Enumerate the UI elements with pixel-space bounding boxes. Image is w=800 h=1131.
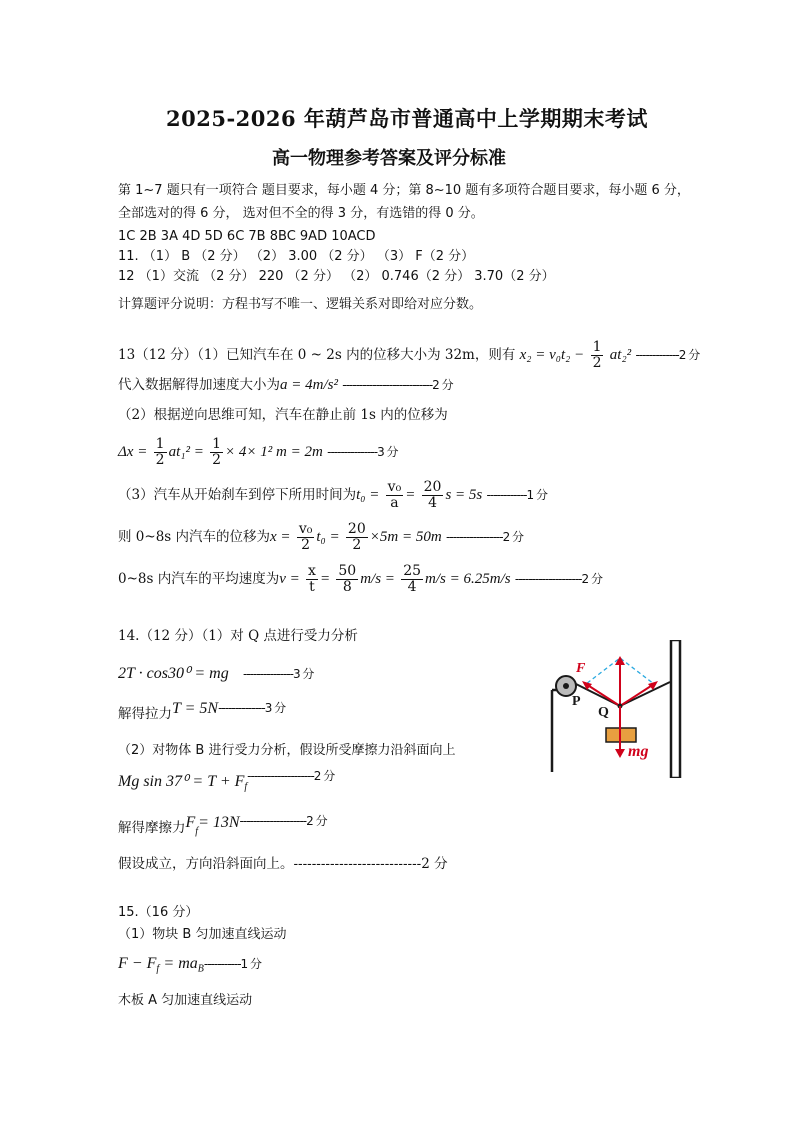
- q13-l7-c: m/s =: [360, 571, 395, 587]
- q13-l1-eq-b: at₂²: [609, 347, 632, 363]
- q14-line-6: [118, 814, 327, 839]
- q13-l7-b: =: [319, 571, 331, 587]
- q14-l2-eq: 2T · cos30⁰ = mg: [118, 665, 229, 682]
- q13-l4-d1: 2: [155, 452, 165, 468]
- q13-line-4: [118, 437, 398, 468]
- q15-line-3: [118, 956, 261, 975]
- q13-l4-a: Δx =: [118, 444, 148, 460]
- q13-l6-n1: v₀: [298, 521, 313, 537]
- q13-l4-c: × 4× 1² m = 2m: [225, 444, 323, 460]
- rope-right: [620, 682, 670, 706]
- q13-l7-d1: t: [309, 579, 315, 595]
- q13-l7-a: v =: [279, 571, 300, 587]
- q13-line-6: [118, 522, 523, 553]
- force-arrow-left: [586, 684, 620, 706]
- q14-l6-score: --------------------2 分: [239, 814, 327, 828]
- q14-l5-eq: Mg sin 37⁰ = T + F: [118, 773, 245, 790]
- q14-line-2: [118, 666, 313, 682]
- q15-line-2: （1）物块 B 匀加速直线运动: [118, 927, 287, 942]
- q14-l6-eq2: = 13N: [198, 814, 240, 831]
- q13-l5-c: s = 5s: [445, 487, 483, 503]
- q13-l1-eq-a: x₂ = v₀t₂ −: [519, 347, 585, 363]
- q13-line-3: （2）根据逆向思维可知，汽车在静止前 1s 内的位移为: [118, 407, 448, 423]
- q13-l1-text: 13（12 分）（1）已知汽车在 0 ~ 2s 内的位移大小为 32m，则有: [118, 347, 516, 363]
- q13-l1-den: 2: [592, 355, 602, 371]
- q15-line-4: 木板 A 匀加速直线运动: [118, 993, 253, 1008]
- q13-l7-frac-3: [401, 564, 423, 595]
- q13-l5-a: t₀ =: [356, 487, 380, 503]
- wall: [671, 640, 680, 778]
- q13-l5-n1: v₀: [387, 479, 402, 495]
- q13-line-5: [118, 480, 547, 511]
- q13-l1-num: 1: [592, 339, 602, 355]
- q13-l5-score: ------------1 分: [486, 488, 547, 502]
- q13-l6-d1: 2: [301, 537, 311, 553]
- q13-l5-frac-1: [386, 480, 404, 511]
- q13-l4-frac-2: [210, 437, 223, 468]
- q15-l3-sub2: B: [197, 963, 204, 975]
- q13-line-2: [118, 378, 453, 393]
- q14-l3-eq: T = 5N: [172, 700, 219, 717]
- force-arrow-right: [620, 684, 654, 706]
- label-p: P: [572, 694, 581, 709]
- q13-l6-c: ×5m = 50m: [369, 529, 442, 545]
- q13-l1-score: -------------2 分: [635, 348, 700, 362]
- q14-line-5: [118, 769, 335, 793]
- q13-l6-frac-2: [346, 522, 368, 553]
- q13-l7-frac-2: [336, 564, 358, 595]
- q13-l5-n2: 20: [423, 479, 442, 495]
- q13-l5-d1: a: [390, 495, 399, 511]
- label-mg: mg: [628, 743, 649, 760]
- q13-l5-frac-2: [422, 480, 444, 511]
- q14-line-1: 14.（12 分）（1）对 Q 点进行受力分析: [118, 628, 358, 644]
- q13-l5-d2: 4: [428, 495, 437, 511]
- q14-line-7: 假设成立，方向沿斜面向上。----------------------------2 分: [118, 856, 448, 872]
- q15-l3-eq2: = ma: [163, 955, 198, 972]
- q15-line-1: 15.（16 分）: [118, 905, 199, 920]
- q13-l6-a: x =: [270, 529, 291, 545]
- q13-l7-d3: 4: [407, 579, 417, 595]
- page-subtitle: 高一物理参考答案及评分标准: [272, 148, 506, 169]
- calc-note: 计算题评分说明：方程书写不唯一、逻辑关系对即给对应分数。: [118, 297, 483, 312]
- label-q: Q: [598, 705, 609, 720]
- q13-line-1: [118, 340, 699, 371]
- q14-l3-score: --------------3 分: [218, 701, 286, 715]
- pulley-hub: [563, 683, 569, 689]
- q13-l6-frac-1: [297, 522, 315, 553]
- q13-l5-text: （3）汽车从开始刹车到停下所用时间为: [118, 487, 357, 503]
- q13-l4-frac-1: [154, 437, 167, 468]
- q13-l2-text: 代入数据解得加速度大小为: [118, 377, 280, 393]
- q13-l4-n2: 1: [212, 436, 222, 452]
- choice-answers: 1C 2B 3A 4D 5D 6C 7B 8BC 9AD 10ACD: [118, 229, 376, 244]
- q14-l2-score: ---------------3 分: [243, 667, 314, 681]
- q14-l6-eq: F: [185, 814, 196, 831]
- q13-l6-b: t₀ =: [316, 529, 340, 545]
- q13-l6-score: -----------------2 分: [445, 530, 524, 544]
- q13-l4-n1: 1: [155, 436, 165, 452]
- q13-l6-n2: 20: [347, 521, 366, 537]
- q13-l4-b: at₁² =: [168, 444, 204, 460]
- weight-arrow-head: [615, 749, 625, 758]
- answer-q11: 11. （1） B （2 分） （2） 3.00 （2 分） （3） F（2 分）: [118, 249, 475, 264]
- q15-l3-score: -----------1 分: [203, 957, 261, 971]
- instructions-line-1: 第 1~7 题只有一项符合 题目要求，每小题 4 分；第 8~10 题有多项符合题目要求，每小题 6 分，: [118, 183, 690, 198]
- q13-l4-score: ---------------3 分: [327, 445, 398, 459]
- q14-line-4: （2）对物体 B 进行受力分析，假设所受摩擦力沿斜面向上: [118, 743, 456, 758]
- q15-l3-sub: f: [156, 963, 160, 975]
- answer-q12: 12 （1）交流 （2 分） 220 （2 分） （2） 0.746（2 分） 3.70（2 分）: [118, 269, 555, 284]
- q13-l6-d2: 2: [352, 537, 362, 553]
- force-diagram: [530, 640, 690, 778]
- q13-l7-n2: 50: [338, 563, 357, 579]
- q13-l7-score: --------------------2 分: [514, 572, 602, 586]
- q15-l3-eq: F − F: [118, 955, 157, 972]
- q13-l7-n1: x: [308, 563, 316, 579]
- q13-l7-text: 0~8s 内汽车的平均速度为: [118, 571, 280, 587]
- q13-l4-d2: 2: [212, 452, 222, 468]
- page-title: 2025-2026 年葫芦岛市普通高中上学期期末考试: [166, 106, 648, 131]
- q13-line-7: [118, 564, 602, 595]
- q14-l5-sub: f: [244, 781, 248, 793]
- q13-l7-frac-1: [306, 564, 318, 595]
- q13-l7-n3: 25: [403, 563, 422, 579]
- q14-l5-score: --------------------2 分: [247, 769, 335, 783]
- q13-l7-d2: 8: [342, 579, 352, 595]
- q14-line-3: [118, 700, 286, 722]
- q13-l7-e: m/s = 6.25m/s: [425, 571, 511, 587]
- label-f: F: [576, 661, 586, 676]
- q13-l2-score: ---------------------------2 分: [342, 378, 453, 392]
- q13-l1-frac: [591, 340, 604, 371]
- q13-l2-eq: a = 4m/s²: [280, 377, 338, 393]
- q14-l6-text: 解得摩擦力: [118, 820, 186, 836]
- q13-l6-text: 则 0~8s 内汽车的位移为: [118, 529, 270, 545]
- instructions-line-2: 全部选对的得 6 分， 选对但不全的得 3 分，有选错的得 0 分。: [118, 206, 484, 221]
- q13-l5-b: =: [405, 487, 416, 503]
- q14-l3-text: 解得拉力: [118, 706, 172, 722]
- q14-l6-sub: f: [195, 825, 199, 837]
